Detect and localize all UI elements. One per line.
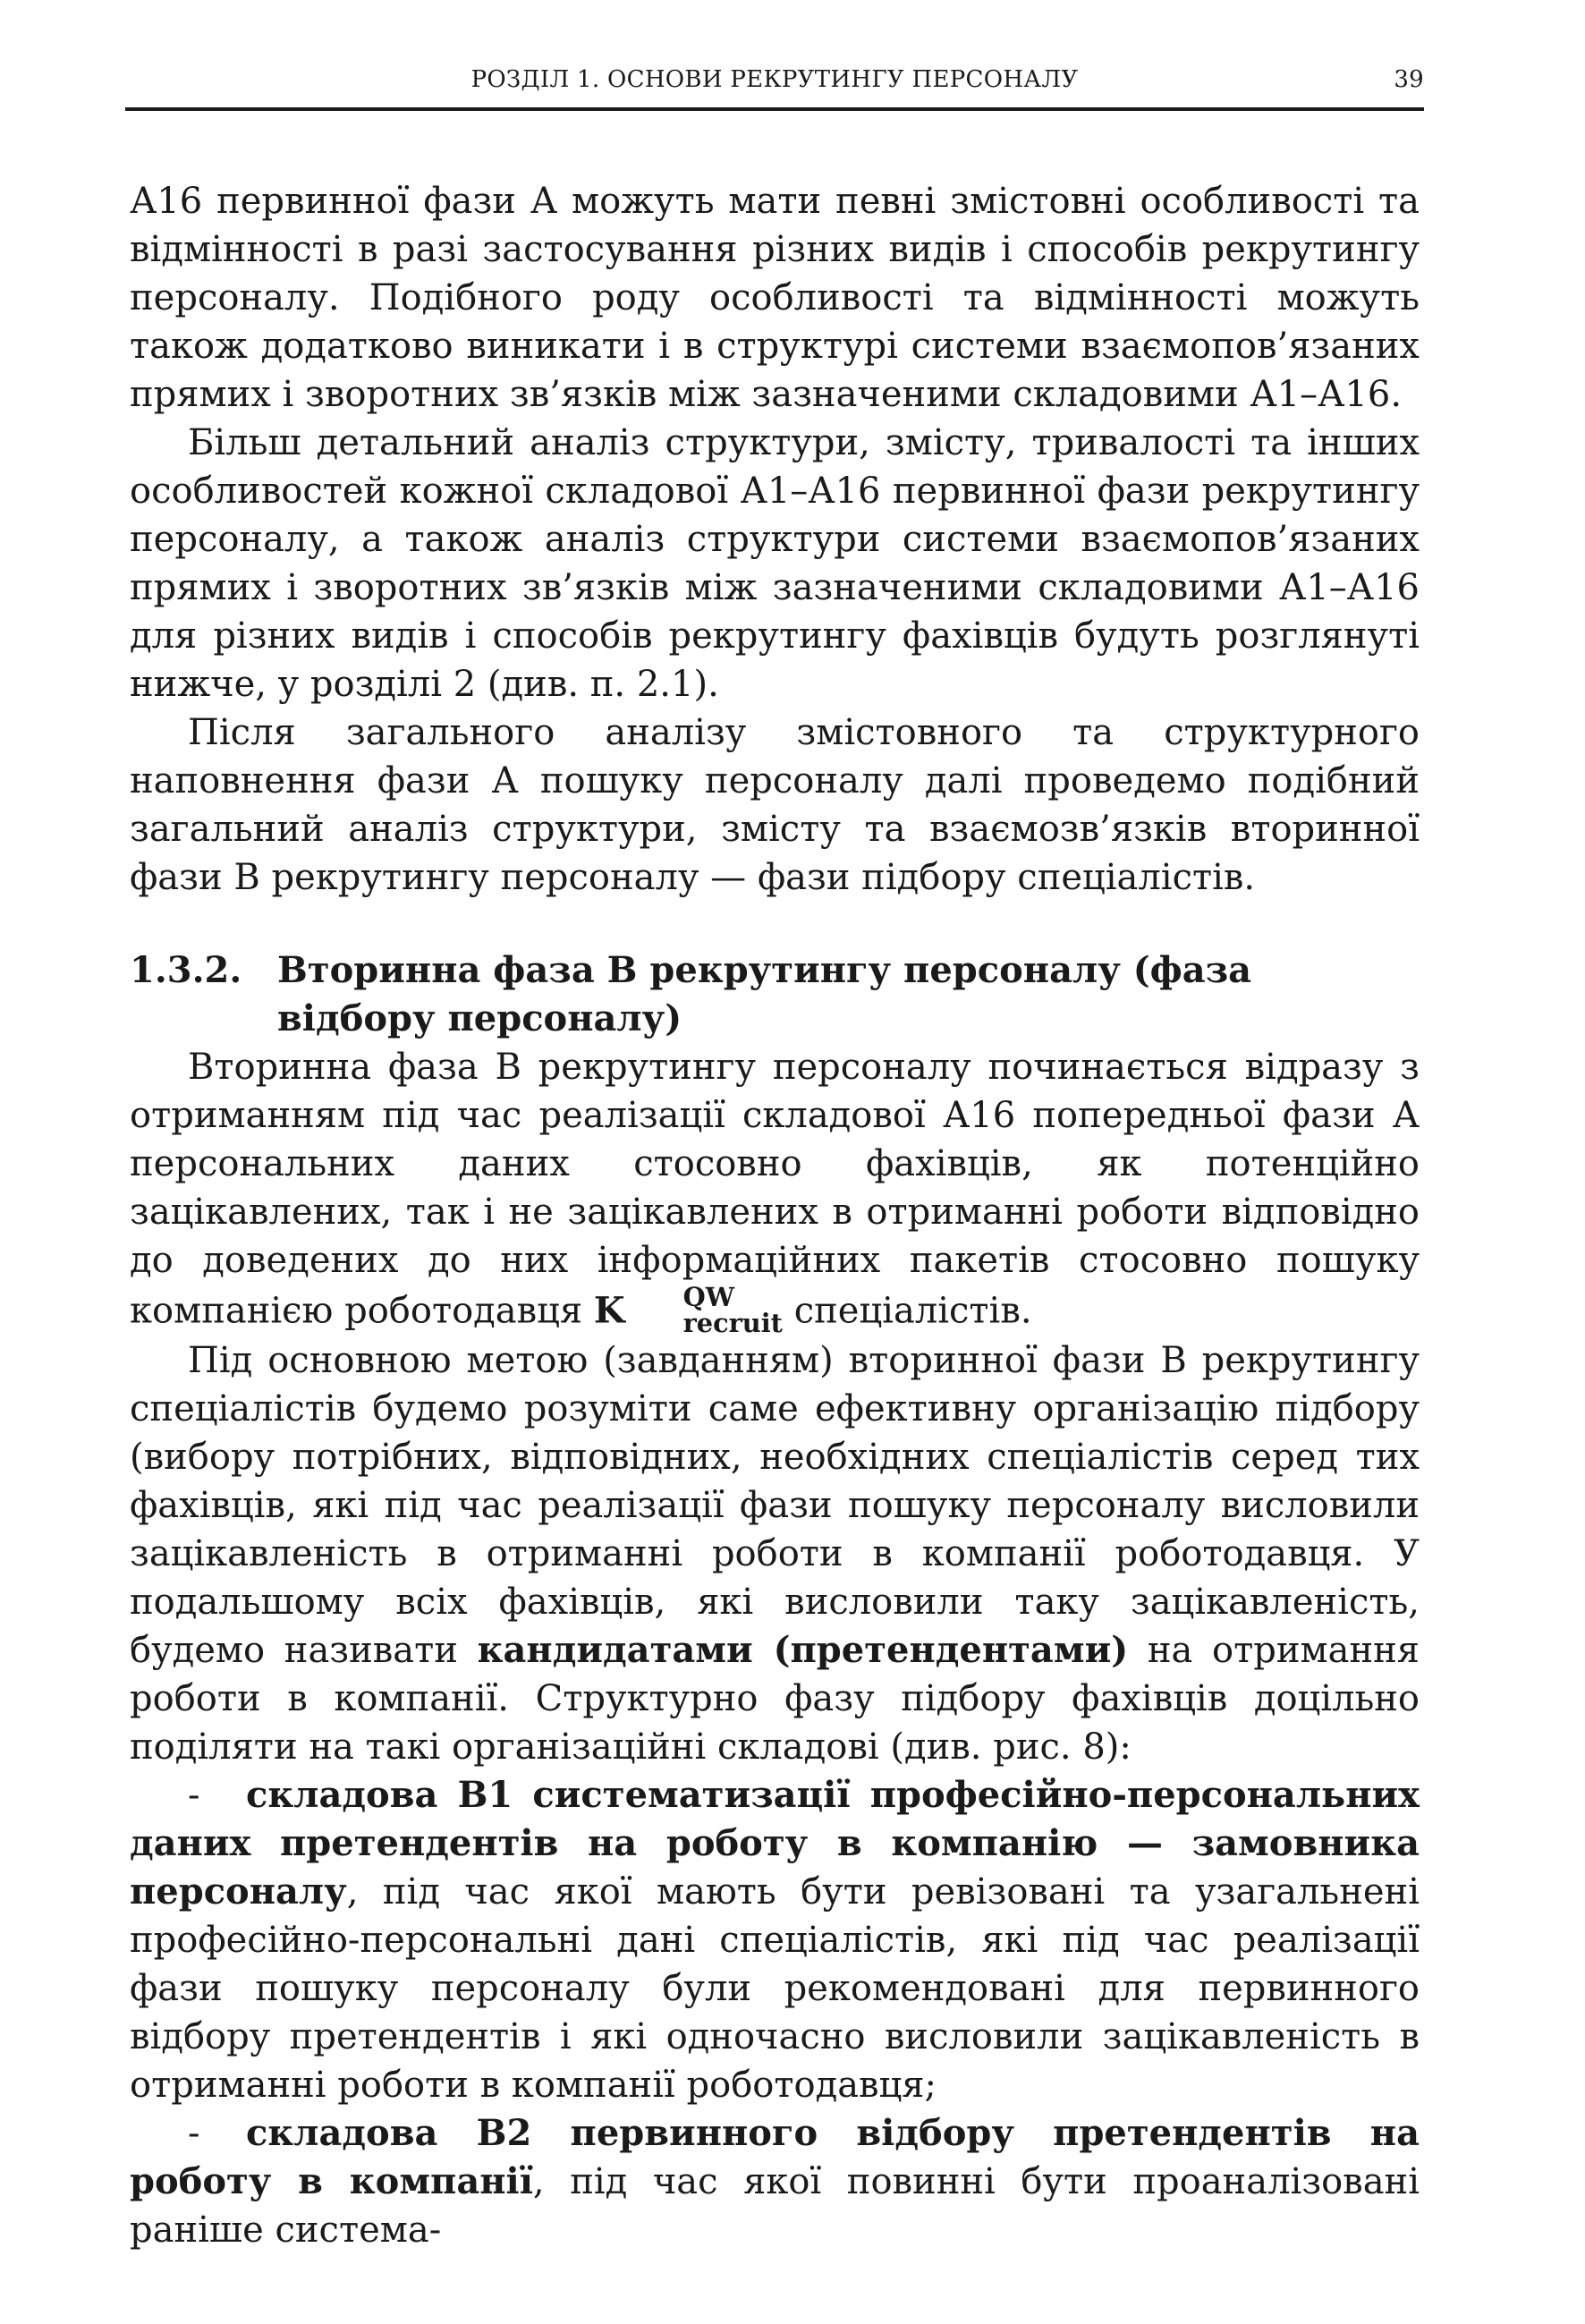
formula-subscript: recruit [682, 1307, 783, 1338]
formula-symbol: K [593, 1289, 625, 1332]
list-item-text: , під час якої повинні бути проаналізовані раніше система- [130, 2160, 1420, 2251]
paragraph-5 [130, 1336, 1420, 1771]
formula-superscript: QW [682, 1282, 735, 1312]
body-text [130, 177, 1420, 2254]
header-rule [125, 107, 1424, 111]
paragraph-5-before: Під основною метою (завданням) вторинної фази В рекрутингу спеціалістів будемо розуміти саме ефективну організацію підбору (вибору потрібних, відповідних, необхідних спеціалістів серед тих фахівців, які під час реалізації фази пошуку персоналу висловили зацікавленість в отриманні роботи в компанії роботодавця. У подальшому всіх фахівців, які висловили таку зацікавленість, будемо називати [130, 1339, 1420, 1671]
paragraph-5-after: на отримання роботи в компанії. Структурно фазу підбору фахівців доцільно поділяти на такі організаційні складові (див. рис. 8): [130, 1629, 1420, 1768]
list-dash: - [188, 2112, 200, 2154]
paragraph-2: Більш детальний аналіз структури, змісту, тривалості та інших особливостей кожної складової А1–А16 первинної фази рекрутингу персоналу, а також аналіз структури системи взаємопов’язаних прямих і зворотних зв’язків між зазначеними складовими А1–А16 для різних видів і способів рекрутингу фахівців будуть розглянуті нижче, у розділі 2 (див. п. 2.1). [130, 422, 1420, 705]
paragraph-1: А16 первинної фази А можуть мати певні змістовні особливості та відмінності в разі застосування різних видів і способів рекрутингу персоналу. Подібного роду особливості та відмінності можуть також додатково виникати і в структурі системи взаємопов’язаних прямих і зворотних зв’язків між зазначеними складовими А1–А16. [130, 181, 1420, 415]
paragraph-4 [130, 1043, 1420, 1336]
running-header [125, 66, 1424, 106]
paragraph-5-bold: кандидатами (претендентами) [477, 1628, 1129, 1671]
list-item [130, 1771, 1420, 2109]
list-item-text: , під час якої мають бути ревізовані та узагальнені професійно-персональні дані спеціалістів, які під час реалізації фази пошуку персоналу були рекомендовані для первинного відбору претендентів і які одночасно висловили зацікавленість в отриманні роботи в компанії роботодавця; [130, 1870, 1420, 2106]
list-item-bold: складова В1 систематизації професійно-персональних даних претендентів на роботу в компанію — замовника персоналу [130, 1773, 1420, 1913]
running-header-title: РОЗДІЛ 1. ОСНОВИ РЕКРУТИНГУ ПЕРСОНАЛУ [470, 66, 1079, 93]
section-number: 1.3.2. [130, 949, 242, 991]
section-title: Вторинна фаза В рекрутингу персоналу (фаза відбору персоналу) [277, 949, 1252, 1039]
paragraph-3: Після загального аналізу змістовного та структурного наповнення фази А пошуку персоналу далі проведемо подібний загальний аналіз структури, змісту та взаємозв’язків вторинної фази В рекрутингу персоналу — фази підбору спеціалістів. [130, 712, 1420, 898]
formula-indices [625, 1282, 783, 1338]
section-heading [130, 946, 1420, 1043]
list-item-bold: складова В2 первинного відбору претендентів на роботу в компанії [130, 2111, 1420, 2202]
list-dash: - [188, 1774, 200, 1816]
paragraph-4-tail: спеціалістів. [783, 1290, 1032, 1332]
page-number: 39 [1394, 66, 1424, 93]
paragraph-4-text: Вторинна фаза В рекрутингу персоналу починається відразу з отриманням під час реалізації складової А16 попередньої фази А персональних даних стосовно фахівців, як потенційно зацікавлених, так і не зацікавлених в отриманні роботи відповідно до доведених до них інформаційних пакетів стосовно пошуку компанією роботодавця [130, 1047, 1420, 1332]
list-item [130, 2109, 1420, 2254]
